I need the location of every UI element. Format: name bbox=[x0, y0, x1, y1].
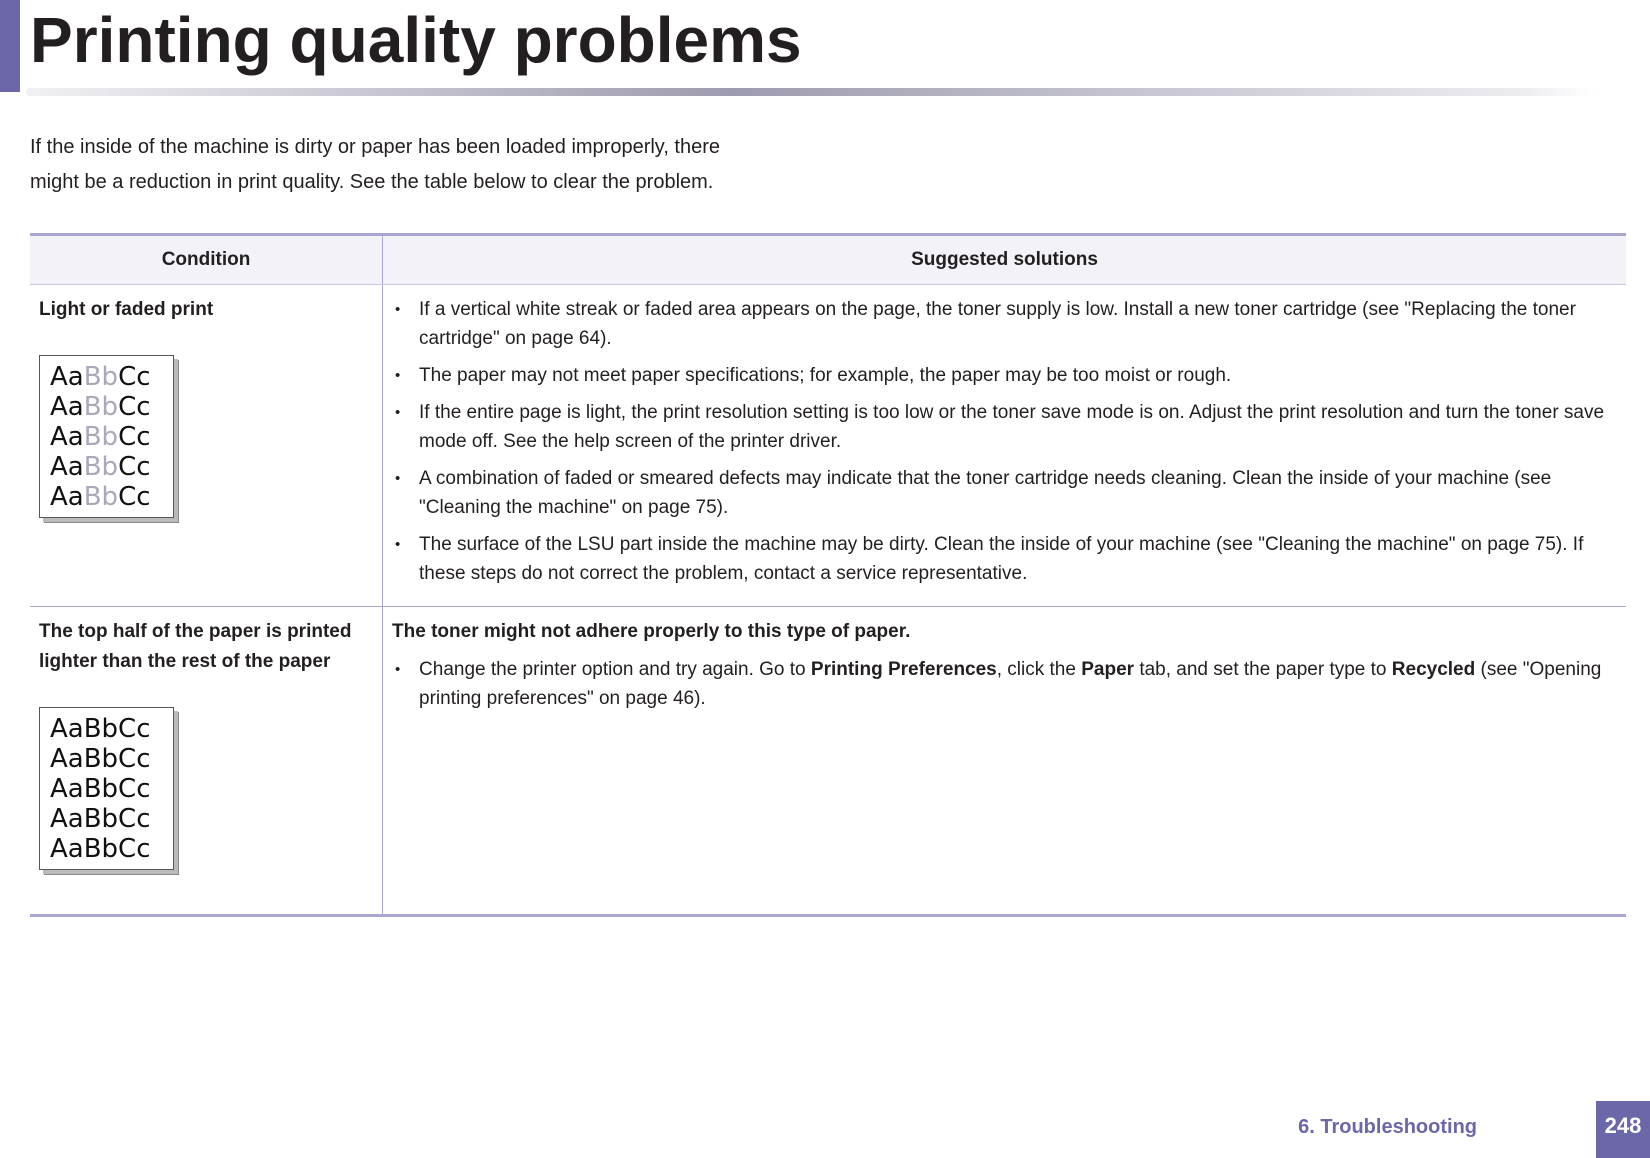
chapter-label: 6. Troubleshooting bbox=[1298, 1116, 1477, 1138]
table-row bbox=[30, 285, 1626, 607]
sample-line: AaBbCc bbox=[50, 804, 151, 834]
solution-item: • Change the printer option and try again. Go to Printing Preferences, click the Paper tab, and set the paper type to Recycled (see "Opening printing preferences" on page 46). bbox=[392, 655, 1616, 713]
sample-line: AaBbCc bbox=[50, 774, 151, 804]
print-quality-table bbox=[30, 233, 1626, 917]
condition-label: Light or faded print bbox=[39, 299, 214, 320]
solution-list bbox=[392, 295, 1616, 588]
top-half-light-sample-image bbox=[39, 707, 174, 870]
header-condition: Condition bbox=[30, 235, 383, 285]
sample-line: AaBbCc bbox=[50, 744, 151, 774]
sample-line: AaBbCc bbox=[50, 482, 151, 512]
table-row bbox=[30, 607, 1626, 916]
title-accent-bar bbox=[0, 0, 20, 92]
sample-line: AaBbCc bbox=[50, 392, 151, 422]
sample-line: AaBbCc bbox=[50, 714, 151, 744]
solution-item: • If a vertical white streak or faded area appears on the page, the toner supply is low. Install a new toner cartridge (see "Replacing the toner cartridge" on page 64). bbox=[392, 295, 1616, 353]
sample-line: AaBbCc bbox=[50, 834, 151, 864]
intro-line-1: If the inside of the machine is dirty or paper has been loaded improperly, there bbox=[30, 136, 721, 158]
condition-cell bbox=[30, 607, 383, 916]
page-number-badge: 248 bbox=[1596, 1101, 1650, 1158]
solution-item: • If the entire page is light, the print resolution setting is too low or the toner save mode is on. Adjust the print resolution and turn the toner save mode off. See the help screen of the printer driver. bbox=[392, 398, 1616, 456]
solution-item: • The surface of the LSU part inside the machine may be dirty. Clean the inside of your machine (see "Cleaning the machine" on page 75). If these steps do not correct the problem, contact a service representative. bbox=[392, 530, 1616, 588]
recycled-label: Recycled bbox=[1391, 659, 1476, 680]
page-title: Printing quality problems bbox=[30, 4, 802, 76]
header-suggested-solutions: Suggested solutions bbox=[383, 235, 1626, 285]
sample-line: AaBbCc bbox=[50, 422, 151, 452]
intro-line-2: might be a reduction in print quality. See the table below to clear the problem. bbox=[30, 171, 714, 193]
intro-paragraph bbox=[30, 130, 810, 200]
solution-list bbox=[392, 655, 1616, 713]
paper-tab-label: Paper bbox=[1081, 659, 1135, 680]
condition-label: The top half of the paper is printed lighter than the rest of the paper bbox=[39, 621, 352, 672]
sample-line: AaBbCc bbox=[50, 452, 151, 482]
solution-item: • A combination of faded or smeared defects may indicate that the toner cartridge needs cleaning. Clean the inside of your machine (see "Cleaning the machine" on page 75). bbox=[392, 464, 1616, 522]
title-underline bbox=[26, 88, 1596, 96]
printing-preferences-label: Printing Preferences bbox=[810, 659, 997, 680]
condition-cell bbox=[30, 285, 383, 607]
solutions-cell bbox=[383, 607, 1626, 916]
faded-print-sample-image bbox=[39, 355, 174, 518]
solution-item: • The paper may not meet paper specifications; for example, the paper may be too moist or rough. bbox=[392, 361, 1616, 390]
solution-heading: The toner might not adhere properly to this type of paper. bbox=[392, 621, 911, 642]
solutions-cell bbox=[383, 285, 1626, 607]
sample-line: AaBbCc bbox=[50, 362, 151, 392]
